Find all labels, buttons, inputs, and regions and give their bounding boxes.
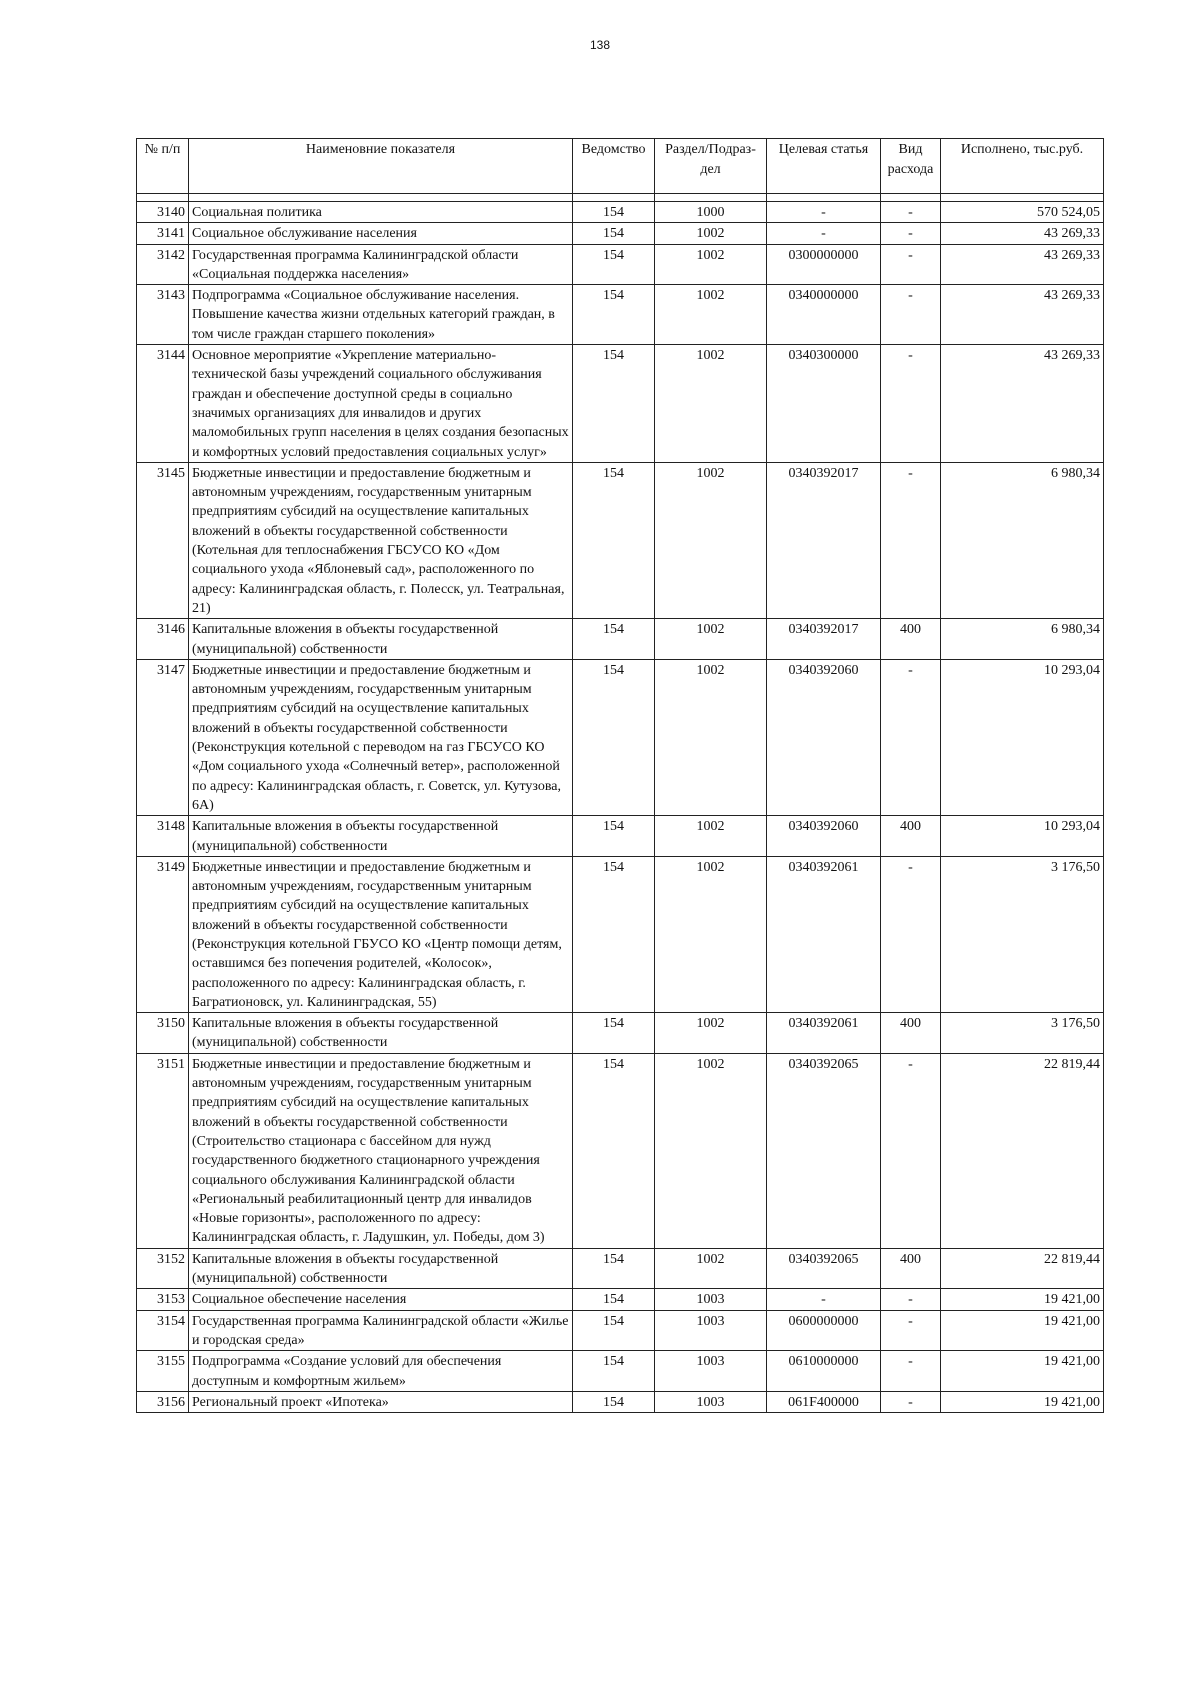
table-row [137,1053,1104,1248]
row-name: Бюджетные инвестиции и предоставление бюджетным и автономным учреждениям, государственным унитарным предприятиям субсидий на осуществление капитальных вложений в объекты государственной собственности (Реконструкция котельной с переводом на газ ГБСУСО КО «Дом социального ухода «Солнечный ветер», расположенной по адресу: Калининградская область, г. Советск, ул. Кутузова, 6А) [189,659,573,815]
row-number: 3149 [137,856,189,1012]
row-executed: 19 421,00 [941,1289,1104,1310]
row-number: 3147 [137,659,189,815]
table-header [137,139,1104,194]
row-exp-type: - [881,1289,941,1310]
row-name: Капитальные вложения в объекты государственной (муниципальной) собственности [189,1013,573,1054]
row-dept: 154 [573,202,655,223]
row-dept: 154 [573,285,655,345]
row-dept: 154 [573,1248,655,1289]
row-executed: 10 293,04 [941,816,1104,857]
header-num: № п/п [137,139,189,194]
header-exp-type: Вид расхода [881,139,941,194]
row-dept: 154 [573,1351,655,1392]
row-dept: 154 [573,856,655,1012]
table-row [137,244,1104,285]
row-dept: 154 [573,244,655,285]
row-target: 0340300000 [767,345,881,463]
table-row [137,1310,1104,1351]
header-section: Раздел/Подраз-дел [655,139,767,194]
row-name: Капитальные вложения в объекты государственной (муниципальной) собственности [189,816,573,857]
row-section: 1002 [655,285,767,345]
row-name: Социальное обеспечение населения [189,1289,573,1310]
row-section: 1003 [655,1289,767,1310]
row-section: 1002 [655,462,767,618]
row-target: 061F400000 [767,1391,881,1412]
row-executed: 19 421,00 [941,1351,1104,1392]
row-number: 3156 [137,1391,189,1412]
row-number: 3150 [137,1013,189,1054]
row-target: 0340392065 [767,1248,881,1289]
row-executed: 22 819,44 [941,1053,1104,1248]
row-dept: 154 [573,345,655,463]
row-number: 3140 [137,202,189,223]
row-exp-type: - [881,345,941,463]
table-row [137,1391,1104,1412]
row-number: 3153 [137,1289,189,1310]
row-number: 3142 [137,244,189,285]
row-dept: 154 [573,1289,655,1310]
table-row [137,1248,1104,1289]
row-section: 1002 [655,223,767,244]
budget-table [136,138,1104,1413]
row-section: 1002 [655,856,767,1012]
row-name: Бюджетные инвестиции и предоставление бюджетным и автономным учреждениям, государственным унитарным предприятиям субсидий на осуществление капитальных вложений в объекты государственной собственности (Котельная для теплоснабжения ГБСУСО КО «Дом социального ухода «Яблоневый сад», расположенного по адресу: Калининградская область, г. Полесск, ул. Театральная, 21) [189,462,573,618]
row-section: 1000 [655,202,767,223]
row-section: 1002 [655,1248,767,1289]
table-row [137,856,1104,1012]
row-target: - [767,223,881,244]
row-executed: 43 269,33 [941,345,1104,463]
row-section: 1002 [655,816,767,857]
row-exp-type: 400 [881,1248,941,1289]
row-name: Бюджетные инвестиции и предоставление бюджетным и автономным учреждениям, государственным унитарным предприятиям субсидий на осуществление капитальных вложений в объекты государственной собственности (Строительство стационара с бассейном для нужд государственного бюджетного стационарного учреждения социального обслуживания Калининградской области «Региональный реабилитационный центр для инвалидов «Новые горизонты», расположенного по адресу: Калининградская область, г. Ладушкин, ул. Победы, дом 3) [189,1053,573,1248]
row-target: 0340392061 [767,1013,881,1054]
row-target: 0610000000 [767,1351,881,1392]
row-exp-type: - [881,223,941,244]
row-number: 3152 [137,1248,189,1289]
row-target: 0340392061 [767,856,881,1012]
row-dept: 154 [573,1013,655,1054]
row-section: 1003 [655,1391,767,1412]
table-row [137,345,1104,463]
header-dept: Ведомство [573,139,655,194]
row-exp-type: - [881,1351,941,1392]
row-dept: 154 [573,462,655,618]
row-executed: 3 176,50 [941,1013,1104,1054]
row-name: Социальное обслуживание населения [189,223,573,244]
table-row [137,1289,1104,1310]
row-exp-type: 400 [881,619,941,660]
row-section: 1002 [655,345,767,463]
row-target: 0340392017 [767,619,881,660]
row-name: Бюджетные инвестиции и предоставление бюджетным и автономным учреждениям, государственным унитарным предприятиям субсидий на осуществление капитальных вложений в объекты государственной собственности (Реконструкция котельной ГБУСО КО «Центр помощи детям, оставшимся без попечения родителей, «Колосок», расположенного по адресу: Калининградская область, г. Багратионовск, ул. Калининградская, 55) [189,856,573,1012]
row-executed: 10 293,04 [941,659,1104,815]
row-number: 3141 [137,223,189,244]
row-executed: 570 524,05 [941,202,1104,223]
row-number: 3151 [137,1053,189,1248]
row-target: 0600000000 [767,1310,881,1351]
row-target: 0340392065 [767,1053,881,1248]
row-dept: 154 [573,1053,655,1248]
row-exp-type: 400 [881,1013,941,1054]
row-exp-type: - [881,1310,941,1351]
header-target: Целевая статья [767,139,881,194]
row-section: 1002 [655,1013,767,1054]
row-executed: 22 819,44 [941,1248,1104,1289]
row-name: Государственная программа Калининградской области «Социальная поддержка населения» [189,244,573,285]
row-target: - [767,202,881,223]
header-executed: Исполнено, тыс.руб. [941,139,1104,194]
row-exp-type: - [881,202,941,223]
table-row [137,462,1104,618]
table-row [137,202,1104,223]
table-row [137,223,1104,244]
header-spacer-row [137,194,1104,202]
row-section: 1002 [655,1053,767,1248]
row-executed: 43 269,33 [941,244,1104,285]
row-name: Капитальные вложения в объекты государственной (муниципальной) собственности [189,619,573,660]
row-dept: 154 [573,223,655,244]
row-exp-type: - [881,285,941,345]
row-exp-type: - [881,1053,941,1248]
row-executed: 3 176,50 [941,856,1104,1012]
row-executed: 19 421,00 [941,1310,1104,1351]
row-executed: 6 980,34 [941,619,1104,660]
row-dept: 154 [573,659,655,815]
row-name: Капитальные вложения в объекты государственной (муниципальной) собственности [189,1248,573,1289]
row-exp-type: - [881,856,941,1012]
table-row [137,285,1104,345]
table-row [137,659,1104,815]
row-section: 1002 [655,244,767,285]
row-number: 3148 [137,816,189,857]
row-exp-type: - [881,462,941,618]
row-number: 3146 [137,619,189,660]
table-row [137,619,1104,660]
row-target: 0340392060 [767,659,881,815]
header-name: Наименовние показателя [189,139,573,194]
row-executed: 6 980,34 [941,462,1104,618]
row-number: 3155 [137,1351,189,1392]
row-name: Государственная программа Калининградской области «Жилье и городская среда» [189,1310,573,1351]
row-exp-type: - [881,244,941,285]
row-target: 0300000000 [767,244,881,285]
row-section: 1002 [655,619,767,660]
row-name: Социальная политика [189,202,573,223]
row-target: 0340392017 [767,462,881,618]
table-body [137,194,1104,1413]
row-section: 1002 [655,659,767,815]
row-executed: 19 421,00 [941,1391,1104,1412]
row-number: 3144 [137,345,189,463]
row-dept: 154 [573,816,655,857]
table-row [137,1013,1104,1054]
table-row [137,1351,1104,1392]
row-section: 1003 [655,1351,767,1392]
row-dept: 154 [573,619,655,660]
row-name: Основное мероприятие «Укрепление материально-технической базы учреждений социального обслуживания граждан и обеспечение доступной среды в социально значимых организациях для инвалидов и других маломобильных групп населения в целях создания безопасных и комфортных условий предоставления социальных услуг» [189,345,573,463]
row-dept: 154 [573,1310,655,1351]
row-executed: 43 269,33 [941,223,1104,244]
row-number: 3145 [137,462,189,618]
row-target: 0340392060 [767,816,881,857]
row-number: 3154 [137,1310,189,1351]
row-target: - [767,1289,881,1310]
row-target: 0340000000 [767,285,881,345]
row-name: Региональный проект «Ипотека» [189,1391,573,1412]
table-row [137,816,1104,857]
row-executed: 43 269,33 [941,285,1104,345]
row-exp-type: 400 [881,816,941,857]
row-exp-type: - [881,1391,941,1412]
page-number: 138 [589,38,611,52]
row-number: 3143 [137,285,189,345]
row-dept: 154 [573,1391,655,1412]
row-exp-type: - [881,659,941,815]
row-name: Подпрограмма «Создание условий для обеспечения доступным и комфортным жильем» [189,1351,573,1392]
row-name: Подпрограмма «Социальное обслуживание населения. Повышение качества жизни отдельных категорий граждан, в том числе граждан старшего поколения» [189,285,573,345]
row-section: 1003 [655,1310,767,1351]
